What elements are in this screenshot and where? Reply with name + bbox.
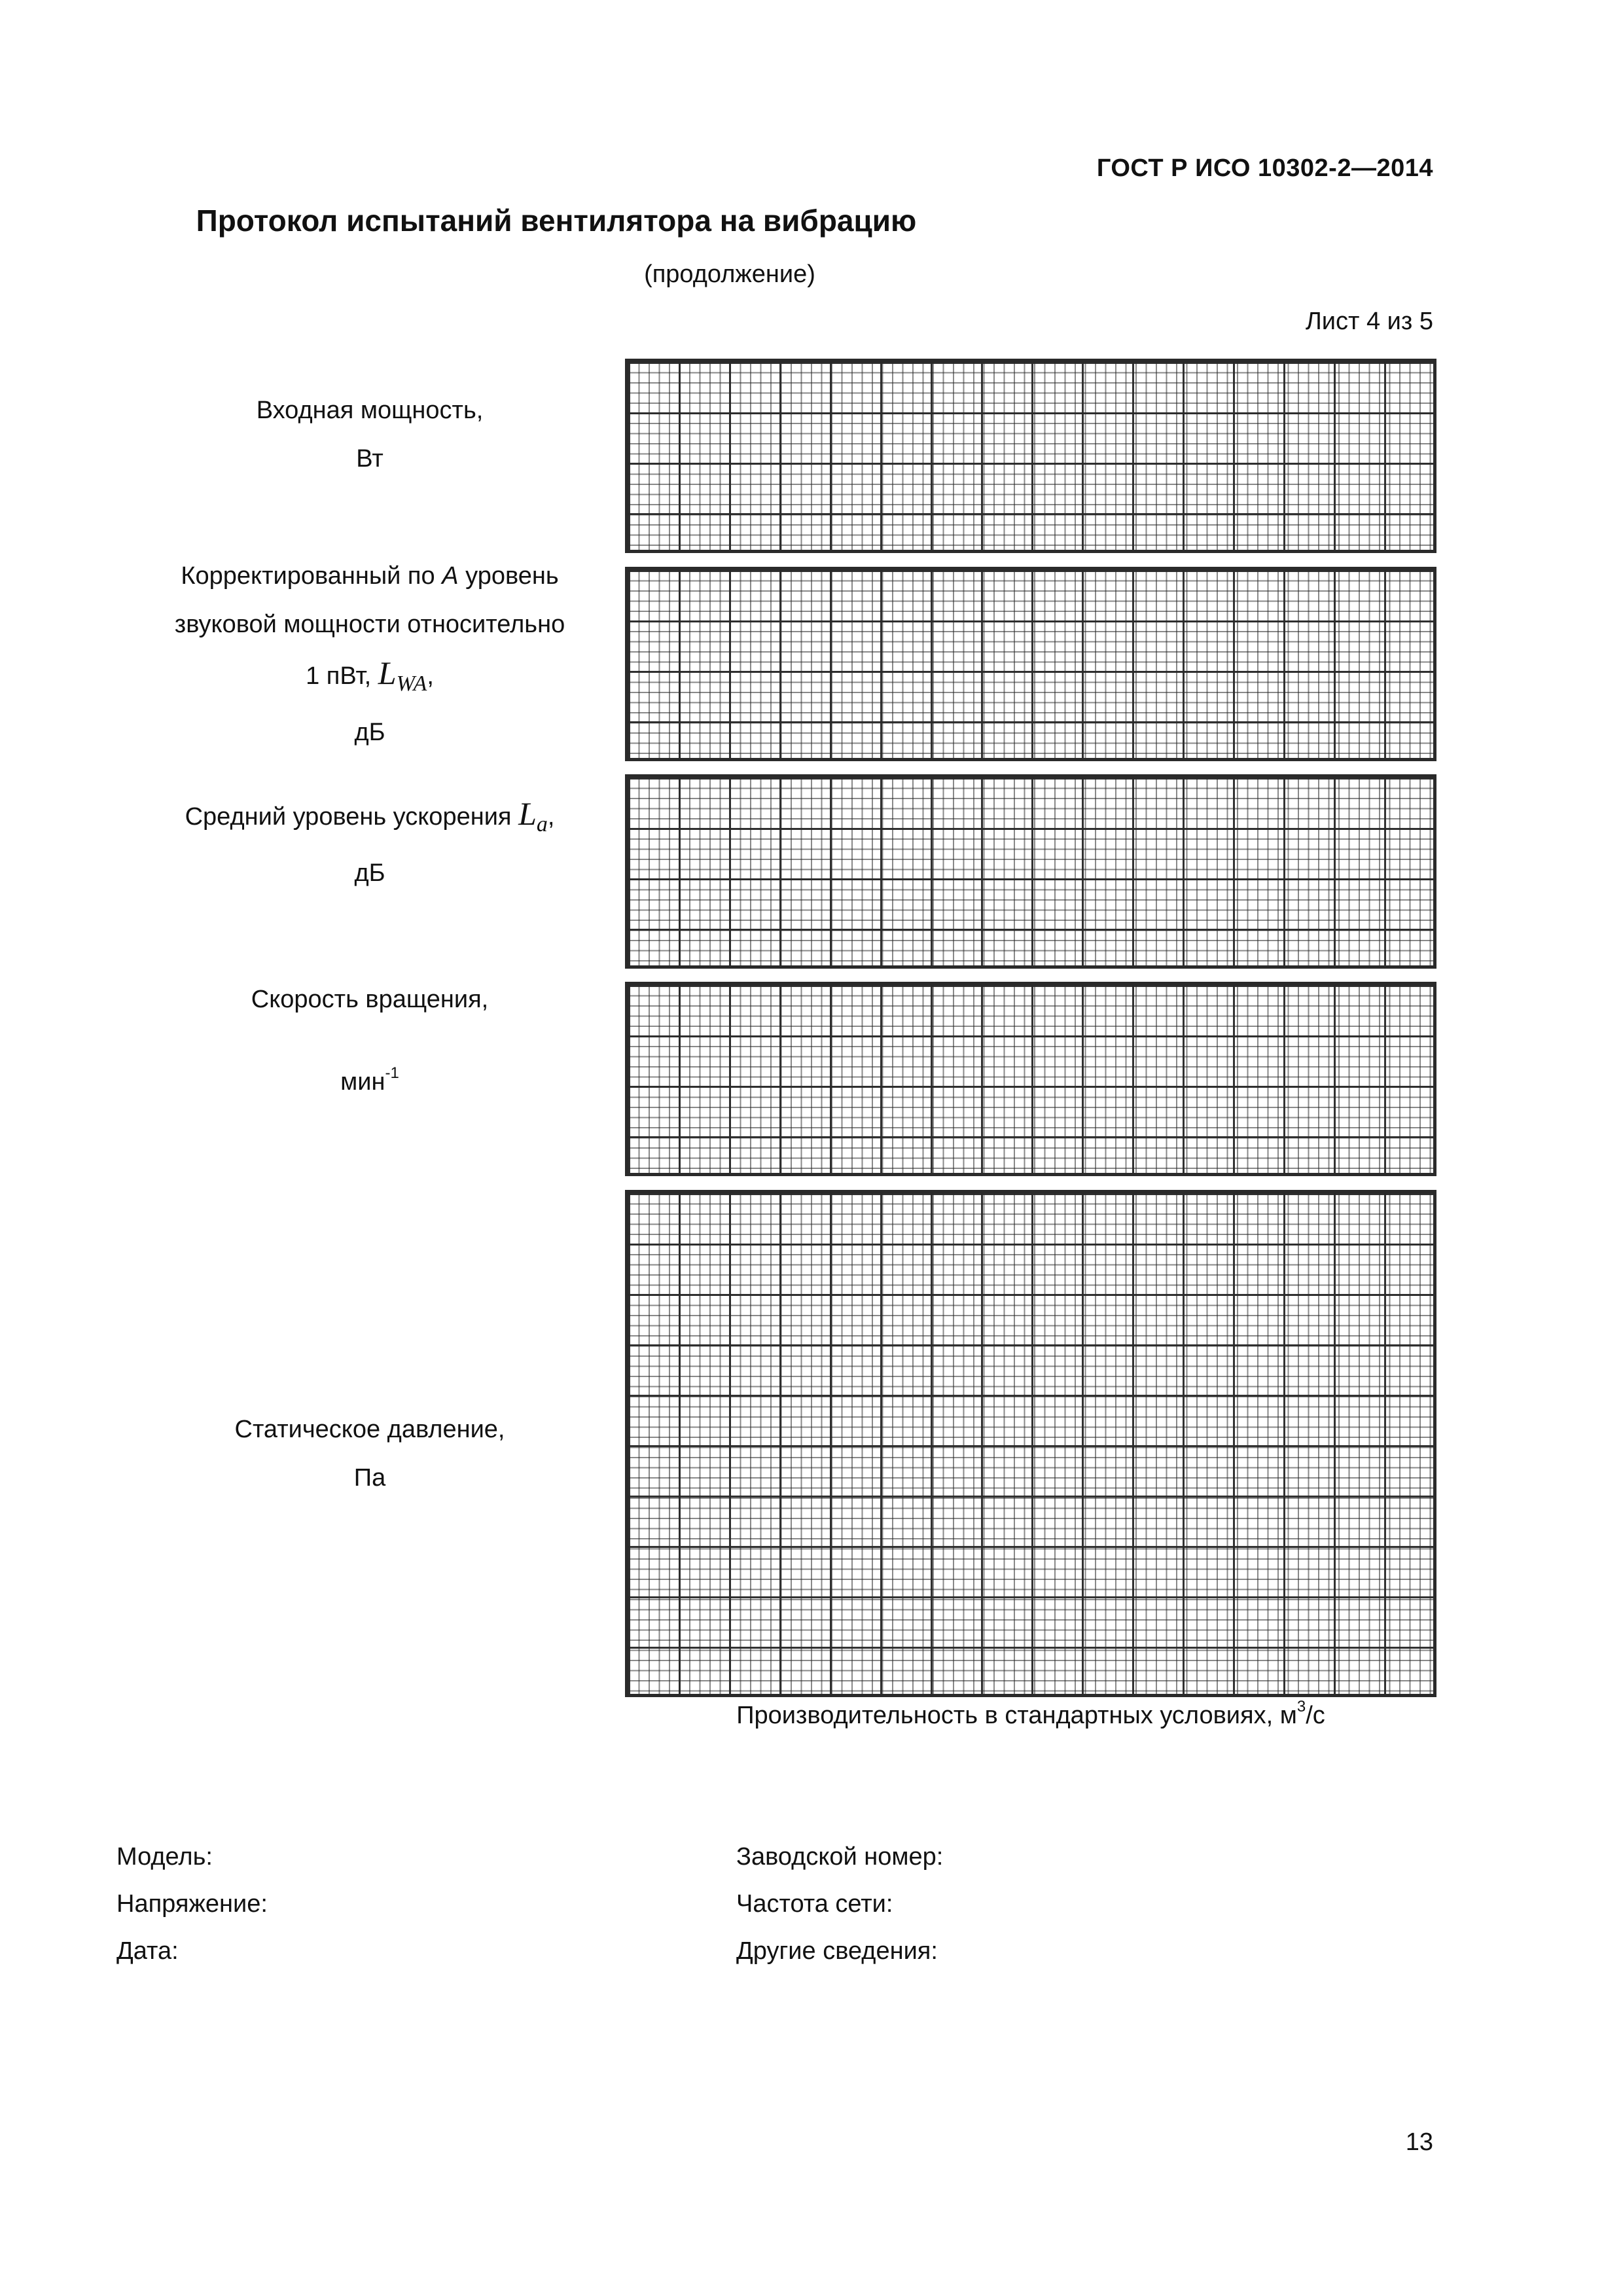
standard-number: ГОСТ Р ИСО 10302-2—2014 [1096, 154, 1433, 182]
label-rotation-speed-title: Скорость вращения, [251, 986, 489, 1013]
label-sound-power [118, 552, 622, 757]
label-input-power-unit: Вт [356, 445, 383, 473]
label-input-power [118, 386, 622, 483]
symbol-lwa: $L_{WA}$ [378, 655, 427, 696]
field-model: Модель: [116, 1843, 213, 1871]
label-acceleration-unit: дБ [354, 859, 385, 887]
grid-static-pressure[interactable] [625, 1190, 1436, 1697]
label-static-pressure-title: Статическое давление, [234, 1416, 505, 1443]
grid-sound-power[interactable] [625, 567, 1436, 761]
x-axis-label: Производительность в стандартных условиях, $м^3/с$ [736, 1698, 1325, 1729]
grid-input-power[interactable] [625, 359, 1436, 553]
symbol-la: $L_a$ [518, 795, 548, 836]
label-sound-power-line1: Корректированный по A уровень [181, 562, 559, 590]
grid-acceleration[interactable] [625, 774, 1436, 969]
field-serial-number: Заводской номер: [736, 1843, 944, 1871]
label-static-pressure-unit: Па [353, 1464, 386, 1492]
grid-rotation-speed[interactable] [625, 982, 1436, 1176]
label-rotation-speed-unit: мин$^{-1}$ [340, 1064, 399, 1096]
sheet-number: Лист 4 из 5 [1305, 308, 1433, 335]
continuation-note: (продолжение) [644, 260, 815, 288]
label-sound-power-line3: 1 пВт, $L_{WA}$, [306, 655, 434, 696]
page-title: Протокол испытаний вентилятора на вибрацию [196, 204, 917, 238]
label-acceleration [118, 789, 622, 897]
label-rotation-speed [118, 975, 622, 1106]
field-frequency: Частота сети: [736, 1890, 893, 1918]
field-voltage: Напряжение: [116, 1890, 268, 1918]
field-other-info: Другие сведения: [736, 1937, 938, 1965]
label-sound-power-unit: дБ [354, 719, 385, 746]
page-number: 13 [1405, 2128, 1433, 2156]
label-acceleration-line1: Средний уровень ускорения $L_a$, [185, 795, 555, 836]
label-input-power-title: Входная мощность, [256, 397, 484, 424]
field-date: Дата: [116, 1937, 179, 1965]
label-sound-power-line2: звуковой мощности относительно [174, 611, 565, 638]
label-static-pressure [118, 1405, 622, 1502]
